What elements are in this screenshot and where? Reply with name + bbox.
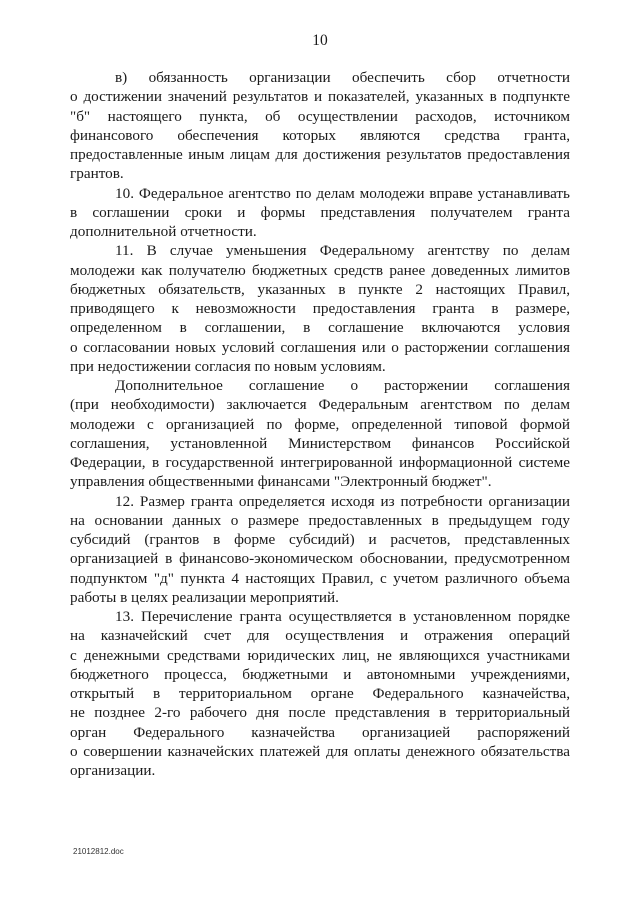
text-line: работы в целях реализации мероприятий. (70, 588, 339, 606)
page-number: 10 (312, 32, 328, 49)
text-line: определенном в соглашении, в соглашение включаются условия (70, 319, 570, 337)
paragraph (70, 184, 570, 242)
text-line: 12. Размер гранта определяется исходя из потребности организации (115, 492, 570, 510)
text-line: при недостижении согласия по новым условиям. (70, 357, 386, 375)
paragraph (70, 68, 570, 184)
text-line: (при необходимости) заключается Федеральным агентством по делам (70, 396, 570, 414)
text-line: о достижении значений результатов и показателей, указанных в подпункте (70, 88, 570, 106)
footer-file-code: 21012812.doc (73, 847, 124, 856)
text-line: приводящего к невозможности предоставления гранта в размере, (70, 300, 570, 317)
text-line: с денежными средствами юридических лиц, не являющихся участниками (70, 646, 570, 664)
text-line: соглашения, установленной Министерством финансов Российской (70, 434, 570, 452)
text-line: грантов. (70, 165, 124, 183)
text-line: Дополнительное соглашение о расторжении соглашения (115, 377, 570, 394)
text-line: бюджетных обязательств, указанных в пункте 2 настоящих Правил, (70, 280, 570, 298)
paragraph (70, 376, 570, 492)
text-line: "б" настоящего пункта, об осуществлении расходов, источником (70, 107, 570, 125)
text-line: Федерации, в государственной интегрированной информационной системе (70, 454, 570, 471)
text-line: предоставленные иным лицам для достижения результатов предоставления (70, 146, 570, 163)
text-line: финансового обеспечения которых являются средства гранта, (70, 126, 570, 144)
text-line: дополнительной отчетности. (70, 223, 257, 240)
paragraph (70, 607, 570, 780)
text-line: орган Федерального казначейства организацией распоряжений (70, 723, 570, 741)
text-line: 13. Перечисление гранта осуществляется в установленном порядке (115, 608, 570, 625)
text-line: молодежи с организацией по форме, определенной типовой формой (70, 415, 570, 433)
text-line: 11. В случае уменьшения Федеральному агентству по делам (115, 242, 570, 260)
paragraph (70, 241, 570, 376)
text-line: в соглашении сроки и формы представления получателем гранта (70, 203, 570, 221)
text-line: на казначейский счет для осуществления и отражения операций (70, 627, 570, 645)
text-line: бюджетного процесса, бюджетными и автономными учреждениями, (70, 665, 570, 683)
text-line: управления общественными финансами "Электронный бюджет". (70, 473, 492, 491)
text-line: организации. (70, 762, 156, 779)
text-line: не позднее 2-го рабочего дня после представления в территориальный (70, 704, 570, 722)
text-line: молодежи как получателю бюджетных средств ранее доведенных лимитов (70, 261, 570, 279)
text-line: 10. Федеральное агентство по делам молодежи вправе устанавливать (115, 184, 570, 202)
text-line: подпунктом "д" пункта 4 настоящих Правил, с учетом различного объема (70, 569, 570, 587)
document-body (70, 68, 570, 780)
paragraph (70, 492, 570, 608)
text-line: в) обязанность организации обеспечить сбор отчетности (115, 69, 570, 86)
text-line: организацией в финансово-экономическом обосновании, предусмотренном (70, 550, 570, 568)
text-line: о согласовании новых условий соглашения или о расторжении соглашения (70, 338, 570, 356)
text-line: открытый в территориальном органе Федерального казначейства, (70, 685, 570, 702)
text-line: на основании данных о размере предоставленных в предыдущем году (70, 511, 570, 529)
text-line: о совершении казначейских платежей для оплаты денежного обязательства (70, 742, 570, 760)
text-line: субсидий (грантов в форме субсидий) и расчетов, представленных (70, 531, 570, 548)
